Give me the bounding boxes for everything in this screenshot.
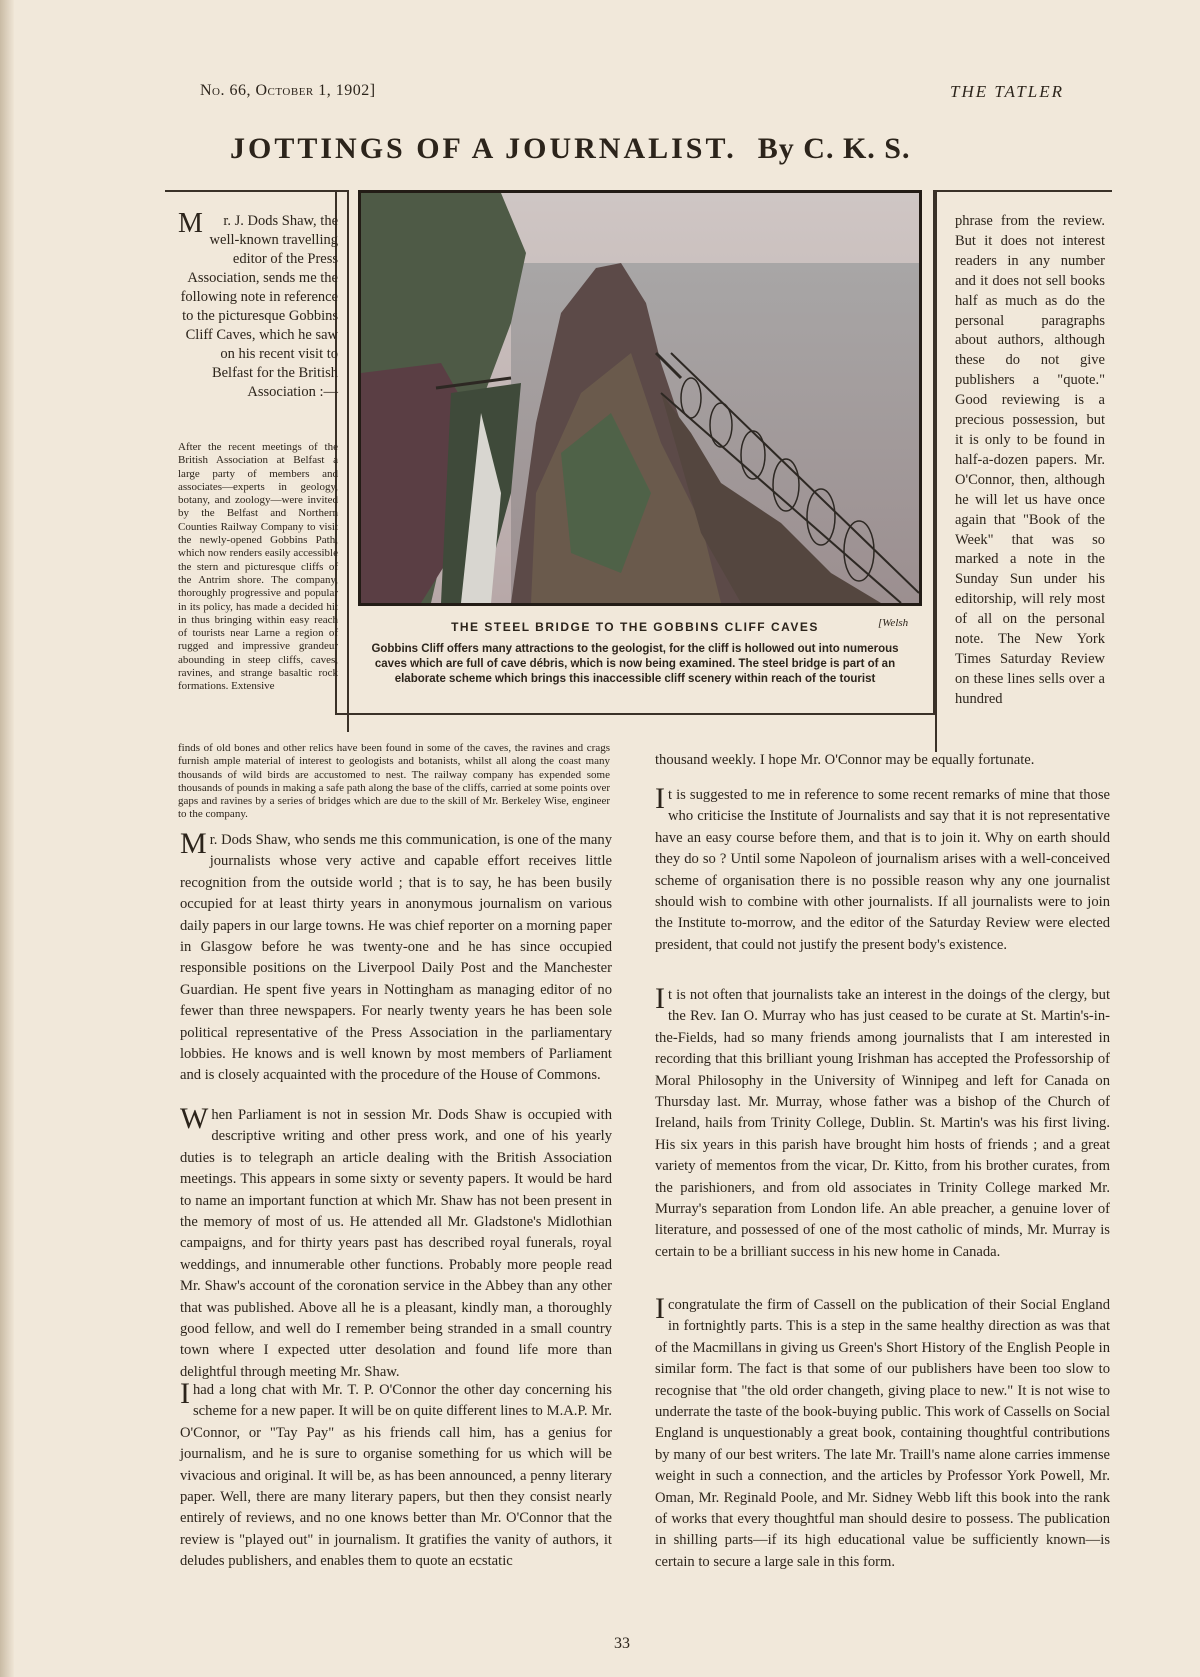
article-paragraph xyxy=(655,1292,1110,1573)
paragraph-text: r. Dods Shaw, who sends me this communication, is one of the many journalists whose very active and capable effort receives little recognition from the outside world ; that is to say, he has been busily occupied for at least thirty years in anonymous journalism on various daily papers in our large towns. He was chief reporter on a morning paper in Glasgow before he was twenty-one and he has since occupied responsible positions on the Liverpool Daily Post and the Manchester Guardian. He spent five years in Nottingham as managing editor of no fewer than three newspapers. For nearly twenty years he has been sole political representative of the Press Association in the parliamentary lobbies. He knows and is well known by most members of Parliament and is closely acquainted with the procedure of the House of Commons. xyxy=(180,832,612,1084)
paragraph-text: congratulate the firm of Cassell on the publication of their Social England in fortnightly parts. This is a step in the same healthy direction as was that of the Macmillans in giving us Green's Short History of the English People in similar form. The fact is that some of our publishers have been too slow to recognise that "the old order changeth, giving place to new." It is not wise to underrate the taste of the book-buying public. This work of Cassells on Social England is unquestionably a great book, containing thoughtful contributions by many of our best writers. The late Mr. Traill's name alone carries immense weight in such a connection, and the articles by Professor York Powell, Mr. Oman, Mr. Reginald Poole, and Mr. Sidney Webb lift this book into the rank of works that every thoughtful man should desire to possess. The publication in shilling parts—if its high educational value be sufficiently known—is certain to secure a large sale in this form. xyxy=(655,1297,1110,1570)
paragraph-initial: I xyxy=(655,1292,665,1325)
headline-byline: By C. K. S. xyxy=(757,132,911,165)
right-column-continuation: thousand weekly. I hope Mr. O'Connor may be equally fortunate. xyxy=(655,752,1035,768)
headline xyxy=(230,132,910,166)
page-number: 33 xyxy=(614,1635,630,1652)
cliff-photo-illustration xyxy=(361,193,919,603)
page-gutter xyxy=(0,0,14,1677)
paragraph-initial: I xyxy=(655,982,665,1015)
figure-title: THE STEEL BRIDGE TO THE GOBBINS CLIFF CAVES xyxy=(451,620,819,634)
paragraph-text: t is suggested to me in reference to some recent remarks of mine that those who criticise the Institute of Journalists and say that it is not representative have an easy course before them, and that is to join it. Why on earth should they do so ? Until some Napoleon of journalism arises with a well-conceived scheme of organisation there is no possible reason why any one journalist should wish to combine with other journalists. If all journalists were to join the Institute to-morrow, and the editor of the Saturday Review were elected president, that could not justify the present body's existence. xyxy=(655,787,1110,953)
right-column-top: phrase from the review. But it does not interest readers in any number and it does not sell books half as much as do the personal paragraphs about authors, although these do not give publishers a "quote." Good reviewing is a precious possession, but it is only to be found in half-a-dozen papers. Mr. O'Connor, then, although he will let us have once again that "Book of the Week" that was so marked a note in the Sunday Sun under his editorship, will rely most of all on the personal note. The New York Times Saturday Review on these lines sells over a hundred xyxy=(955,213,1105,707)
figure-caption: Gobbins Cliff offers many attractions to the geologist, for the cliff is hollowed out into numerous caves which are full of cave débris, which is now being examined. The steel bridge is part of an elaborate scheme which brings this inaccessible cliff scenery within reach of the tourist xyxy=(371,643,899,685)
cliff-photograph xyxy=(358,190,922,606)
paragraph-initial: I xyxy=(655,782,665,815)
quote-narrow: After the recent meetings of the British Association at Belfast a large party of members and associates—experts in geology, botany, and zoology—were invited by the Belfast and Northern Counties Railway Company to visit the newly-opened Gobbins Path, which now renders easily accessible the stern and picturesque cliffs of the Antrim shore. The company, thoroughly progressive and popular in its policy, has made a decided hit in thus bringing within easy reach of tourists near Larne a region of rugged and impressive grandeur abounding in steep cliffs, caves, ravines, and strange basaltic rock formations. Extensive xyxy=(178,441,338,693)
article-paragraph xyxy=(655,982,1110,1263)
lead-paragraph xyxy=(178,208,338,402)
lead-text: r. J. Dods Shaw, the well-known travelling editor of the Press Association, sends me the following note in reference to the picturesque Gobbins Cliff Caves, which he saw on his recent visit to Belfast for the British Association :— xyxy=(180,213,338,400)
paragraph-initial: W xyxy=(180,1102,209,1135)
paragraph-text: t is not often that journalists take an interest in the doings of the clergy, but the Rev. Ian O. Murray who has just ceased to be curate at St. Martin's-in-the-Fields, had so many friends among journalists that I am interested in recording that this brilliant young Irishman has accepted the Professorship of Moral Philosophy in the University of Winnipeg and left for Canada on Thursday last. Mr. Murray, whose father was a bishop of the Church of Ireland, hails from Trinity College, Dublin. St. Martin's was his first living. His six years in this parish have brought him hosts of friends ; and a great variety of mementos from the vicar, Dr. Kitto, from his brother curates, from the parishioners, and from old associates in Trinity College marked Mr. Murray's separation from London life. An able preacher, a genuine lover of literature, and possessed of one of the most catholic of minds, Mr. Murray is certain to be a brilliant success in his new home in Canada. xyxy=(655,987,1110,1260)
paragraph-text: had a long chat with Mr. T. P. O'Connor the other day concerning his scheme for a new paper. It will be on quite different lines to M.A.P. Mr. O'Connor, or "Tay Pay" as his friends call him, has a genius for journalism, and he is sure to organise something for us which will be vivacious and original. It will be, as has been announced, a penny literary paper. Well, there are many literary papers, but then they consist nearly entirely of reviews, and no one knows better than Mr. O'Connor that the review is "played out" in journalism. It gratifies the vanity of authors, it deludes publishers, and enables them to quote an ecstatic xyxy=(180,1382,612,1570)
paragraph-initial: M xyxy=(180,827,207,860)
quote-wide: finds of old bones and other relics have been found in some of the caves, the ravines and crags furnish ample material of interest to geologists and botanists, whilst all along the coast many thousands of wild birds are accustomed to nest. The railway company has expended some thousands of pounds in making a safe path along the base of the cliffs, carried at some points over gaps and ravines by a series of bridges which are due to the skill of Mr. Berkeley Wise, engineer to the company. xyxy=(178,742,610,821)
headline-title: JOTTINGS OF A JOURNALIST. xyxy=(230,132,737,165)
article-paragraph xyxy=(180,1102,612,1383)
issue-line: No. 66, October 1, 1902] xyxy=(200,82,376,99)
article-paragraph xyxy=(180,1377,612,1573)
magazine-name: THE TATLER xyxy=(950,82,1064,101)
lead-dropcap: M xyxy=(178,208,203,239)
paragraph-text: hen Parliament is not in session Mr. Dods Shaw is occupied with descriptive writing and other press work, and one of his yearly duties is to telegraph an article dealing with the British Association meetings. This appears in some sixty or seventy papers. It would be hard to name an important function at which Mr. Shaw has not been present in the memory of most of us. He attended all Mr. Gladstone's Midlothian campaigns, and for thirty years past has described royal funerals, royal weddings, and innumerable other functions. Probably more people read Mr. Shaw's account of the coronation service in the Abbey than any other that was published. Above all he is a pleasant, kindly man, a thoroughly good fellow, and well do I remember being stranded in a small country town where I expected utter desolation and found life more than delightful through meeting Mr. Shaw. xyxy=(180,1107,612,1380)
paragraph-initial: I xyxy=(180,1377,190,1410)
figure-credit: [Welsh xyxy=(878,617,909,629)
article-paragraph xyxy=(655,782,1110,956)
article-paragraph xyxy=(180,827,612,1087)
